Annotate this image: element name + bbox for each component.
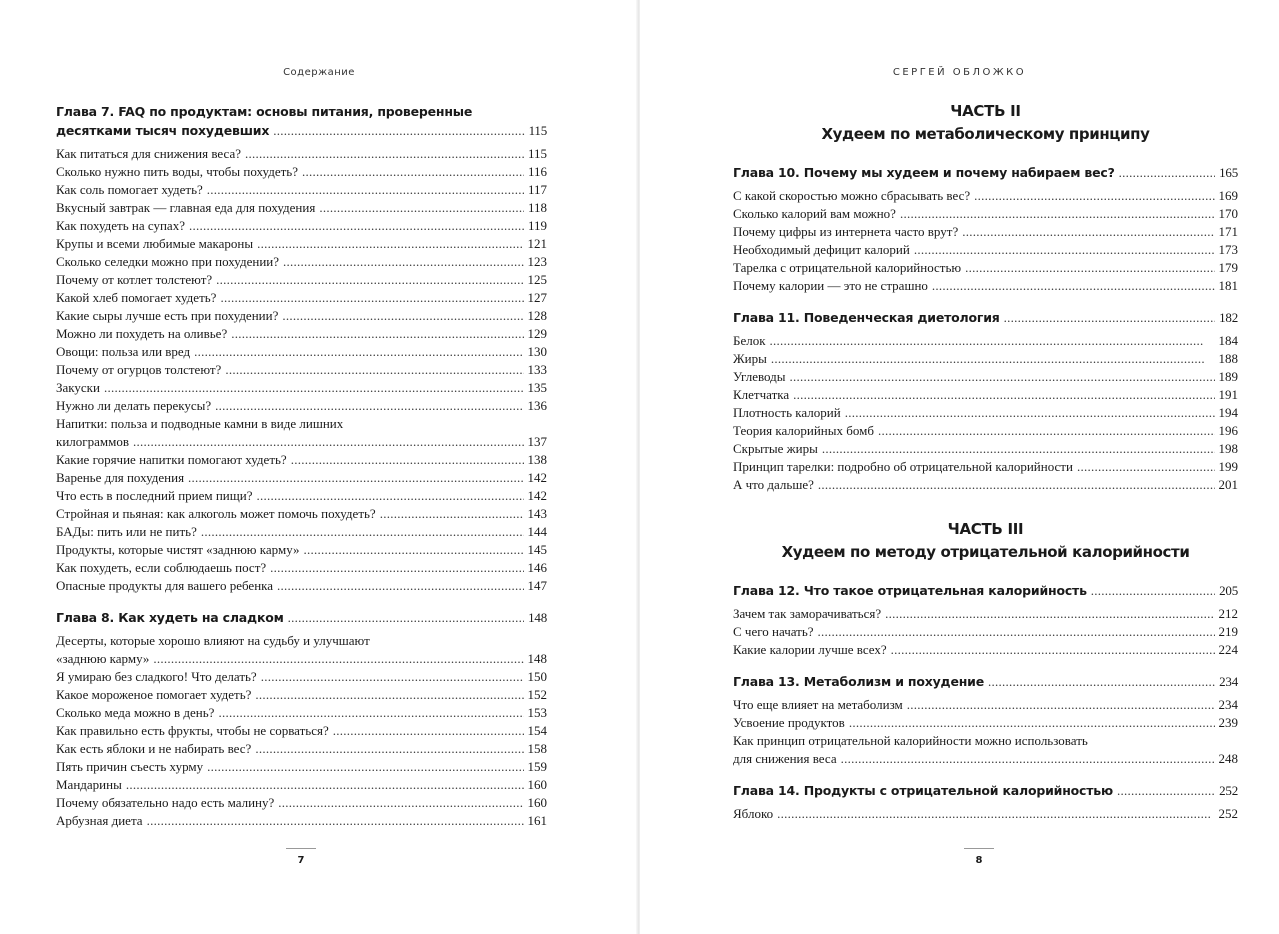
toc-entry-page-number: 147 — [527, 578, 547, 593]
dot-leader — [282, 307, 523, 325]
toc-entry-page-number: 119 — [527, 218, 547, 233]
toc-entry[interactable] — [733, 750, 1238, 768]
chapter-block — [56, 608, 547, 830]
toc-entry[interactable] — [56, 776, 547, 794]
toc-entry[interactable] — [733, 332, 1238, 350]
entry-list — [733, 696, 1238, 768]
toc-entry-title: Тарелка с отрицательной калорийностью — [733, 260, 962, 275]
chapter-heading-title: десятками тысяч похудевших — [56, 123, 270, 138]
toc-entry-page-number: 137 — [527, 434, 547, 449]
dot-leader — [790, 368, 1215, 386]
toc-entry[interactable] — [56, 361, 547, 379]
entry-list — [56, 632, 547, 830]
folio-number: 8 — [975, 855, 983, 866]
page-number — [286, 848, 316, 866]
chapter-block — [733, 581, 1238, 659]
dot-leader — [133, 433, 524, 451]
toc-entry-page-number: 159 — [527, 759, 547, 774]
toc-entry-title: Жиры — [733, 351, 767, 366]
toc-entry-page-number: 199 — [1218, 459, 1238, 474]
toc-entry-page-number: 142 — [527, 470, 547, 485]
dot-leader — [288, 608, 524, 627]
toc-entry-title: Как питаться для снижения веса? — [56, 146, 241, 161]
toc-entry-title: Почему цифры из интернета часто врут? — [733, 224, 959, 239]
chapter-heading[interactable] — [56, 121, 547, 140]
toc-entry[interactable] — [56, 451, 547, 469]
toc-entry-title: Закуски — [56, 380, 100, 395]
toc-entry[interactable] — [733, 458, 1238, 476]
toc-entry[interactable] — [733, 223, 1238, 241]
chapter-heading-line[interactable]: Глава 7. FAQ по продуктам: основы питания, проверенные — [56, 104, 473, 119]
toc-entry-title: «заднюю карму» — [56, 651, 150, 666]
dot-leader — [104, 379, 524, 397]
dot-leader — [277, 577, 523, 595]
toc-entry-page-number: 170 — [1218, 206, 1238, 221]
toc-entry-page-number: 150 — [527, 669, 547, 684]
toc-entry-page-number: 146 — [527, 560, 547, 575]
toc-entry-title: Плотность калорий — [733, 405, 841, 420]
toc-entry-title: С какой скоростью можно сбрасывать вес? — [733, 188, 971, 203]
toc-entry[interactable] — [56, 794, 547, 812]
toc-entry[interactable] — [56, 577, 547, 595]
chapter-heading-page-number: 182 — [1219, 310, 1238, 325]
toc-entry[interactable] — [733, 805, 1238, 823]
toc-entry[interactable] — [56, 758, 547, 776]
toc-entry-page-number: 116 — [527, 164, 547, 179]
toc-entry[interactable] — [733, 623, 1238, 641]
toc-entry-title: Нужно ли делать перекусы? — [56, 398, 212, 413]
toc-entry-page-number: 129 — [527, 326, 547, 341]
toc-entry-line[interactable]: Как принцип отрицательной калорийности можно использовать — [733, 733, 1088, 748]
toc-entry-title: Клетчатка — [733, 387, 790, 402]
dot-leader — [220, 289, 523, 307]
toc-entry[interactable] — [56, 181, 547, 199]
toc-entry-title: Какие горячие напитки помогают худеть? — [56, 452, 287, 467]
dot-leader — [900, 205, 1215, 223]
toc-entry-title: Зачем так заморачиваться? — [733, 606, 882, 621]
toc-entry-page-number: 142 — [527, 488, 547, 503]
table-of-contents — [56, 102, 547, 830]
toc-entry[interactable] — [733, 277, 1238, 295]
toc-entry[interactable] — [56, 469, 547, 487]
dot-leader — [974, 187, 1214, 205]
dot-leader — [261, 668, 524, 686]
toc-entry-page-number: 133 — [527, 362, 547, 377]
toc-entry-page-number: 252 — [1218, 806, 1238, 821]
dot-leader — [207, 758, 523, 776]
chapter-heading-page-number: 234 — [1219, 674, 1238, 689]
toc-entry-page-number: 121 — [527, 236, 547, 251]
toc-entry[interactable] — [56, 325, 547, 343]
toc-entry[interactable] — [733, 241, 1238, 259]
toc-entry[interactable] — [733, 350, 1238, 368]
dot-leader — [257, 235, 523, 253]
dot-leader — [849, 714, 1215, 732]
running-head: СЕРГЕЙ ОБЛОЖКО — [892, 67, 1027, 78]
toc-entry-page-number: 145 — [527, 542, 547, 557]
dot-leader — [304, 541, 524, 559]
toc-entry-title: Почему калории — это не страшно — [733, 278, 928, 293]
dot-leader — [225, 361, 523, 379]
chapter-heading-page-number: 115 — [528, 123, 547, 138]
toc-entry-page-number: 153 — [527, 705, 547, 720]
chapter-heading[interactable] — [56, 608, 547, 627]
toc-entry-title: Арбузная диета — [56, 813, 143, 828]
toc-entry-title: Сколько меда можно в день? — [56, 705, 215, 720]
dot-leader — [319, 199, 524, 217]
toc-entry[interactable] — [733, 386, 1238, 404]
toc-entry-title: Как есть яблоки и не набирать вес? — [56, 741, 252, 756]
toc-entry-title: Какое мороженое помогает худеть? — [56, 687, 252, 702]
chapter-heading[interactable] — [733, 163, 1238, 182]
toc-entry[interactable] — [733, 368, 1238, 386]
toc-entry-page-number: 173 — [1218, 242, 1238, 257]
chapter-block — [733, 308, 1238, 494]
entry-list — [733, 605, 1238, 659]
part-title: ЧАСТЬ III — [947, 520, 1024, 538]
chapter-heading-page-number: 148 — [528, 610, 547, 625]
part-subtitle: Худеем по методу отрицательной калорийности — [781, 543, 1190, 561]
toc-entry-title: Как соль помогает худеть? — [56, 182, 203, 197]
toc-entry-page-number: 239 — [1218, 715, 1238, 730]
dot-leader — [231, 325, 523, 343]
toc-entry-page-number: 212 — [1218, 606, 1238, 621]
chapter-block — [56, 102, 547, 595]
dot-leader — [218, 704, 523, 722]
toc-entry[interactable] — [56, 722, 547, 740]
running-head: Содержание — [283, 67, 355, 78]
dot-leader — [207, 181, 524, 199]
toc-entry[interactable] — [733, 187, 1238, 205]
toc-entry-page-number: 135 — [527, 380, 547, 395]
dot-leader — [891, 641, 1215, 659]
dot-leader — [257, 487, 524, 505]
toc-entry-title: Сколько нужно пить воды, чтобы похудеть? — [56, 164, 298, 179]
dot-leader — [380, 505, 524, 523]
toc-entry-title: С чего начать? — [733, 624, 814, 639]
toc-entry-title: Сколько селедки можно при похудении? — [56, 254, 279, 269]
dot-leader — [302, 163, 524, 181]
toc-entry-page-number: 169 — [1218, 188, 1238, 203]
dot-leader — [818, 623, 1215, 641]
toc-entry-title: Почему от огурцов толстеют? — [56, 362, 222, 377]
dot-leader — [283, 253, 524, 271]
toc-entry[interactable] — [56, 397, 547, 415]
toc-entry-title: Пять причин съесть хурму — [56, 759, 204, 774]
toc-entry-title: Усвоение продуктов — [733, 715, 845, 730]
toc-entry-page-number: 161 — [527, 813, 547, 828]
toc-entry-page-number: 152 — [527, 687, 547, 702]
dot-leader — [845, 404, 1215, 422]
dot-leader — [932, 277, 1215, 295]
toc-entry[interactable] — [733, 205, 1238, 223]
dot-leader — [1091, 581, 1215, 600]
toc-entry-title: Углеводы — [733, 369, 786, 384]
dot-leader — [188, 469, 523, 487]
dot-leader — [201, 523, 524, 541]
toc-entry[interactable] — [56, 217, 547, 235]
toc-entry-title: Можно ли похудеть на оливье? — [56, 326, 228, 341]
dot-leader — [333, 722, 524, 740]
dot-leader — [215, 397, 523, 415]
chapter-heading-title: Глава 8. Как худеть на сладком — [56, 610, 284, 625]
toc-entry-page-number: 189 — [1218, 369, 1238, 384]
toc-entry-page-number: 118 — [527, 200, 547, 215]
dot-leader — [965, 259, 1214, 277]
toc-entry[interactable] — [56, 235, 547, 253]
toc-entry-title: для снижения веса — [733, 751, 837, 766]
toc-entry-title: Необходимый дефицит калорий — [733, 242, 910, 257]
toc-entry-page-number: 181 — [1218, 278, 1238, 293]
toc-entry-page-number: 188 — [1218, 351, 1238, 366]
toc-entry-page-number: 201 — [1218, 477, 1238, 492]
chapter-block — [733, 163, 1238, 295]
chapter-heading-page-number: 165 — [1219, 165, 1238, 180]
toc-entry-title: БАДы: пить или не пить? — [56, 524, 197, 539]
dot-leader — [777, 805, 1214, 823]
toc-entry[interactable] — [56, 541, 547, 559]
toc-entry-title: Вкусный завтрак — главная еда для похудения — [56, 200, 316, 215]
toc-entry-page-number: 123 — [527, 254, 547, 269]
toc-entry[interactable] — [733, 476, 1238, 494]
toc-entry-title: Стройная и пьяная: как алкоголь может помочь похудеть? — [56, 506, 376, 521]
chapter-heading[interactable] — [733, 672, 1238, 691]
dot-leader — [1004, 308, 1216, 327]
toc-entry-title: Что есть в последний прием пищи? — [56, 488, 253, 503]
toc-entry-page-number: 196 — [1218, 423, 1238, 438]
toc-entry[interactable] — [733, 696, 1238, 714]
entry-list — [733, 805, 1238, 823]
toc-entry-title: килограммов — [56, 434, 129, 449]
toc-entry[interactable] — [733, 404, 1238, 422]
toc-entry[interactable] — [733, 440, 1238, 458]
toc-entry-page-number: 144 — [527, 524, 547, 539]
toc-entry[interactable] — [733, 714, 1238, 732]
toc-entry-title: Мандарины — [56, 777, 122, 792]
toc-entry-page-number: 160 — [527, 777, 547, 792]
toc-entry[interactable] — [733, 605, 1238, 623]
toc-entry-title: Как похудеть на супах? — [56, 218, 185, 233]
toc-entry[interactable] — [733, 422, 1238, 440]
dot-leader — [147, 812, 524, 830]
dot-leader — [771, 350, 1215, 368]
toc-entry-page-number: 125 — [527, 272, 547, 287]
toc-entry-line[interactable]: Напитки: польза и подводные камни в виде лишних — [56, 416, 344, 431]
toc-entry-title: Овощи: польза или вред — [56, 344, 191, 359]
folio-rule — [286, 848, 316, 849]
chapter-heading-title: Глава 11. Поведенческая диетология — [733, 310, 1000, 325]
page-number — [964, 848, 994, 866]
toc-entry-page-number: 198 — [1218, 441, 1238, 456]
toc-entry-page-number: 234 — [1218, 697, 1238, 712]
toc-entry[interactable] — [56, 559, 547, 577]
left-page — [0, 0, 638, 934]
toc-entry[interactable] — [56, 289, 547, 307]
chapter-heading[interactable] — [733, 781, 1238, 800]
dot-leader — [194, 343, 523, 361]
dot-leader — [914, 241, 1215, 259]
dot-leader — [153, 650, 523, 668]
toc-entry-title: Почему обязательно надо есть малину? — [56, 795, 275, 810]
toc-entry[interactable] — [56, 163, 547, 181]
toc-entry-page-number: 191 — [1218, 387, 1238, 402]
dot-leader — [907, 696, 1215, 714]
chapter-heading-page-number: 205 — [1219, 583, 1238, 598]
part-heading — [733, 518, 1238, 564]
toc-entry-title: Теория калорийных бомб — [733, 423, 874, 438]
toc-entry[interactable] — [56, 433, 547, 451]
toc-entry[interactable] — [56, 740, 547, 758]
toc-entry-title: Скрытые жиры — [733, 441, 818, 456]
toc-entry-title: Белок — [733, 333, 766, 348]
chapter-heading[interactable] — [733, 308, 1238, 327]
toc-entry-title: Какие калории лучше всех? — [733, 642, 887, 657]
chapter-heading[interactable] — [733, 581, 1238, 600]
part-heading — [733, 100, 1238, 146]
toc-entry-title: Что еще влияет на метаболизм — [733, 697, 903, 712]
chapter-heading-title: Глава 14. Продукты с отрицательной калорийностью — [733, 783, 1113, 798]
toc-entry-title: Яблоко — [733, 806, 774, 821]
toc-entry-page-number: 179 — [1218, 260, 1238, 275]
folio-rule — [964, 848, 994, 849]
dot-leader — [245, 145, 524, 163]
toc-entry[interactable] — [56, 812, 547, 830]
toc-entry-page-number: 138 — [527, 452, 547, 467]
toc-entry-page-number: 160 — [527, 795, 547, 810]
dot-leader — [126, 776, 524, 794]
toc-entry-page-number: 194 — [1218, 405, 1238, 420]
toc-entry[interactable] — [56, 379, 547, 397]
right-page — [640, 0, 1279, 934]
toc-entry-page-number: 219 — [1218, 624, 1238, 639]
toc-entry-title: Я умираю без сладкого! Что делать? — [56, 669, 257, 684]
toc-entry-page-number: 184 — [1218, 333, 1238, 348]
toc-entry-page-number: 158 — [527, 741, 547, 756]
part-title: ЧАСТЬ II — [950, 102, 1021, 120]
entry-list — [56, 145, 547, 595]
toc-entry[interactable] — [56, 487, 547, 505]
toc-entry-page-number: 171 — [1218, 224, 1238, 239]
dot-leader — [1119, 163, 1215, 182]
dot-leader — [885, 605, 1214, 623]
toc-entry[interactable] — [56, 145, 547, 163]
dot-leader — [822, 440, 1215, 458]
toc-entry[interactable] — [56, 307, 547, 325]
chapter-heading-title: Глава 12. Что такое отрицательная калорийность — [733, 583, 1087, 598]
toc-entry-page-number: 224 — [1218, 642, 1238, 657]
dot-leader — [988, 672, 1215, 691]
toc-entry-title: Как похудеть, если соблюдаешь пост? — [56, 560, 267, 575]
toc-entry-page-number: 127 — [527, 290, 547, 305]
toc-entry-title: Какой хлеб помогает худеть? — [56, 290, 217, 305]
dot-leader — [278, 794, 523, 812]
dot-leader — [189, 217, 524, 235]
dot-leader — [255, 740, 523, 758]
dot-leader — [270, 559, 523, 577]
toc-entry-title: А что дальше? — [733, 477, 814, 492]
dot-leader — [841, 750, 1215, 768]
toc-entry-title: Почему от котлет толстеют? — [56, 272, 213, 287]
toc-entry-page-number: 154 — [527, 723, 547, 738]
chapter-block — [733, 781, 1238, 823]
toc-entry-title: Принцип тарелки: подробно об отрицательной калорийности — [733, 459, 1073, 474]
dot-leader — [273, 121, 524, 140]
dot-leader — [770, 332, 1215, 350]
toc-entry-page-number: 128 — [527, 308, 547, 323]
toc-entry-title: Варенье для похудения — [56, 470, 185, 485]
entry-list — [733, 332, 1238, 494]
toc-entry[interactable] — [56, 199, 547, 217]
toc-entry-title: Крупы и всеми любимые макароны — [56, 236, 254, 251]
toc-entry-page-number: 143 — [527, 506, 547, 521]
toc-entry-title: Сколько калорий вам можно? — [733, 206, 896, 221]
entry-list — [733, 187, 1238, 295]
toc-entry-title: Как правильно есть фрукты, чтобы не сорваться? — [56, 723, 329, 738]
toc-entry[interactable] — [733, 259, 1238, 277]
toc-entry-title: Какие сыры лучше есть при похудении? — [56, 308, 279, 323]
dot-leader — [1077, 458, 1215, 476]
toc-entry-page-number: 115 — [527, 146, 547, 161]
toc-entry-line[interactable]: Десерты, которые хорошо влияют на судьбу и улучшают — [56, 633, 370, 648]
toc-entry-page-number: 248 — [1218, 751, 1238, 766]
chapter-heading-title: Глава 10. Почему мы худеем и почему набираем вес? — [733, 165, 1115, 180]
toc-entry[interactable] — [56, 505, 547, 523]
table-of-contents — [733, 100, 1238, 823]
dot-leader — [878, 422, 1215, 440]
toc-entry-page-number: 148 — [527, 651, 547, 666]
toc-entry-page-number: 117 — [527, 182, 547, 197]
toc-entry[interactable] — [56, 343, 547, 361]
toc-entry[interactable] — [56, 271, 547, 289]
dot-leader — [793, 386, 1214, 404]
dot-leader — [216, 271, 523, 289]
toc-entry[interactable] — [56, 668, 547, 686]
dot-leader — [818, 476, 1215, 494]
toc-entry[interactable] — [56, 253, 547, 271]
toc-entry[interactable] — [56, 650, 547, 668]
toc-entry-page-number: 136 — [527, 398, 547, 413]
chapter-heading-title: Глава 13. Метаболизм и похудение — [733, 674, 984, 689]
toc-entry[interactable] — [56, 686, 547, 704]
dot-leader — [291, 451, 524, 469]
dot-leader — [255, 686, 523, 704]
dot-leader — [962, 223, 1214, 241]
toc-entry-page-number: 130 — [527, 344, 547, 359]
part-subtitle: Худеем по метаболическому принципу — [821, 125, 1150, 143]
toc-entry[interactable] — [733, 641, 1238, 659]
toc-entry[interactable] — [56, 704, 547, 722]
chapter-heading-page-number: 252 — [1219, 783, 1238, 798]
dot-leader — [1117, 781, 1215, 800]
toc-entry-title: Опасные продукты для вашего ребенка — [56, 578, 274, 593]
folio-number: 7 — [297, 855, 305, 866]
toc-entry-title: Продукты, которые чистят «заднюю карму» — [56, 542, 300, 557]
toc-entry[interactable] — [56, 523, 547, 541]
chapter-block — [733, 672, 1238, 768]
